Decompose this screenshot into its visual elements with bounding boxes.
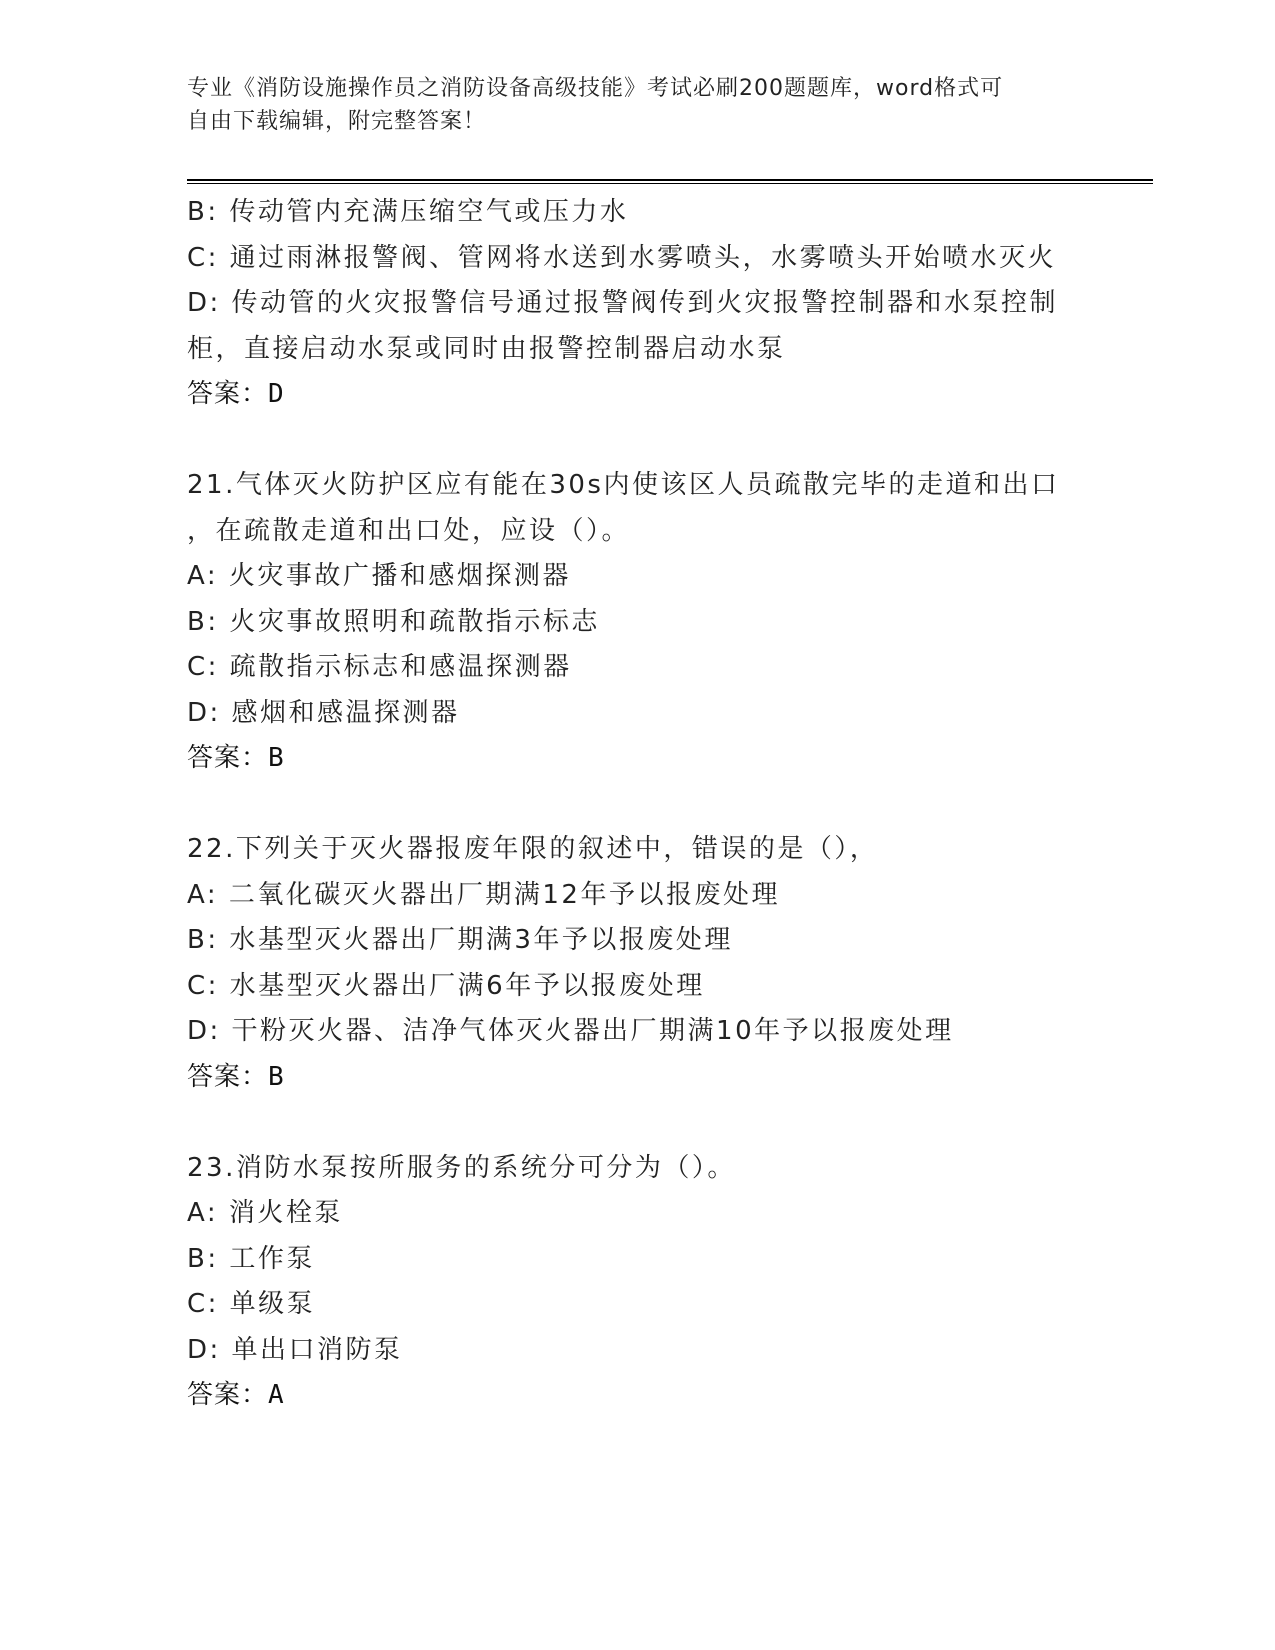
- question-22: [187, 827, 1087, 1100]
- option-b: B: 火灾事故照明和疏散指示标志: [187, 606, 600, 637]
- answer-line: [187, 736, 1087, 782]
- question-20-continued: [187, 190, 1087, 418]
- answer-value: B: [268, 743, 284, 773]
- option-b: B: 工作泵: [187, 1243, 315, 1274]
- option-a: A: 二氧化碳灭火器出厂期满12年予以报废处理: [187, 879, 780, 910]
- answer-label: 答案：: [187, 1061, 269, 1092]
- option-d: D: 传动管的火灾报警信号通过报警阀传到火灾报警控制器和水泵控制: [187, 288, 1059, 318]
- question-stem: 23.消防水泵按所服务的系统分可分为（）。: [187, 1152, 736, 1183]
- question-stem: 22.下列关于灭火器报废年限的叙述中，错误的是（），: [187, 834, 879, 864]
- option-a: A: 火灾事故广播和感烟探测器: [187, 561, 571, 591]
- answer-line: [187, 1055, 1087, 1101]
- answer-line: [187, 372, 1087, 418]
- option-d: D: 感烟和感温探测器: [187, 697, 460, 728]
- page-header: [187, 72, 1087, 138]
- option-c: C: 单级泵: [187, 1289, 316, 1319]
- header-line-2: 自由下载编辑，附完整答案！: [187, 109, 487, 134]
- option-a: A: 消火栓泵: [187, 1198, 343, 1228]
- document-body: [187, 190, 1087, 1419]
- question-stem-continued: ，在疏散走道和出口处，应设（）。: [187, 515, 631, 546]
- spacer: [187, 782, 1087, 828]
- option-d: D: 单出口消防泵: [187, 1334, 403, 1365]
- answer-value: A: [268, 1380, 284, 1410]
- answer-label: 答案：: [187, 743, 269, 773]
- option-c: C: 疏散指示标志和感温探测器: [187, 652, 572, 682]
- spacer: [187, 418, 1087, 464]
- header-line-1: 专业《消防设施操作员之消防设备高级技能》考试必刷200题题库，word格式可: [187, 76, 1004, 101]
- option-b: B: 传动管内充满压缩空气或压力水: [187, 197, 629, 227]
- spacer: [187, 1100, 1087, 1146]
- option-c: C: 通过雨淋报警阀、管网将水送到水雾喷头，水雾喷头开始喷水灭火: [187, 242, 1057, 273]
- answer-value: B: [268, 1061, 284, 1092]
- header-double-rule: [187, 179, 1153, 184]
- option-d: D: 干粉灭火器、洁净气体灭火器出厂期满10年予以报废处理: [187, 1016, 954, 1046]
- answer-value: D: [268, 379, 284, 409]
- option-d-continued: 柜，直接启动水泵或同时由报警控制器启动水泵: [187, 333, 786, 364]
- question-23: [187, 1146, 1087, 1419]
- question-21: [187, 463, 1087, 782]
- question-stem: 21.气体灭火防护区应有能在30s内使该区人员疏散完毕的走道和出口: [187, 470, 1060, 500]
- answer-line: [187, 1373, 1087, 1419]
- answer-label: 答案：: [187, 1380, 269, 1410]
- option-c: C: 水基型灭火器出厂满6年予以报废处理: [187, 970, 705, 1001]
- answer-label: 答案：: [187, 379, 269, 409]
- option-b: B: 水基型灭火器出厂期满3年予以报废处理: [187, 925, 733, 955]
